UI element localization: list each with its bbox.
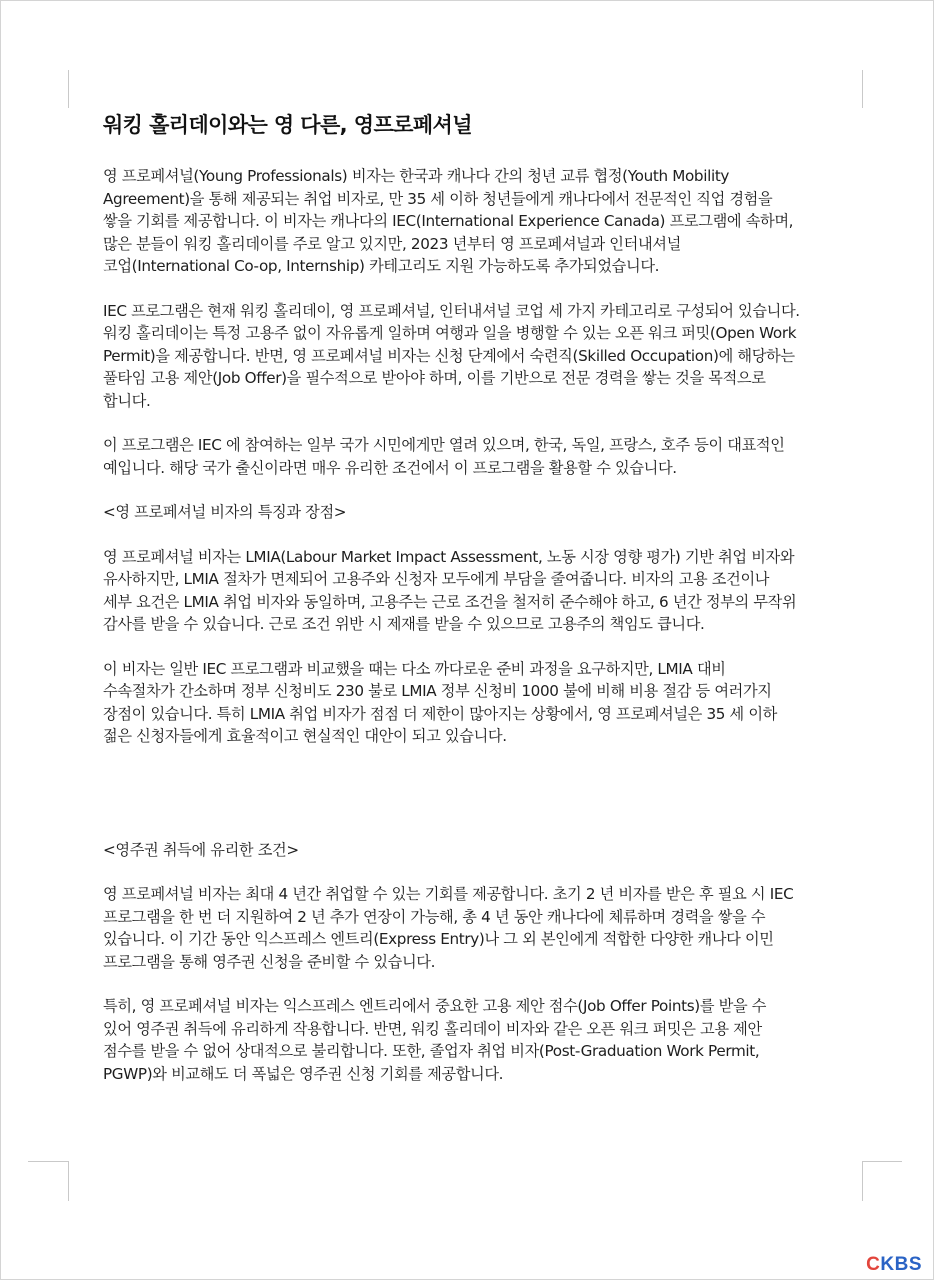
crop-mark-bottom-right-h	[862, 1161, 902, 1162]
text-line: 감사를 받을 수 있습니다. 근로 조건 위반 시 제재를 받을 수 있으므로 고용주의 책임도 큽니다.	[103, 615, 705, 633]
text-line: 영 프로페셔널(Young Professionals) 비자는 한국과 캐나다 간의 청년 교류 협정(Youth Mobility	[103, 167, 730, 185]
text-line: 이 프로그램은 IEC 에 참여하는 일부 국가 시민에게만 열려 있으며, 한국, 독일, 프랑스, 호주 등이 대표적인	[103, 436, 785, 454]
text-line: 수속절차가 간소하며 정부 신청비도 230 불로 LMIA 정부 신청비 1000 불에 비해 비용 절감 등 여러가지	[103, 682, 772, 700]
residency-paragraph-2	[103, 995, 863, 1085]
text-line: 세부 요건은 LMIA 취업 비자와 동일하며, 고용주는 근로 조건을 철저히 준수해야 하고, 6 년간 정부의 무작위	[103, 592, 797, 611]
text-line: IEC 프로그램은 현재 워킹 홀리데이, 영 프로페셔널, 인터내셔널 코업 세 가지 카테고리로 구성되어 있습니다.	[103, 301, 800, 320]
text-line: 합니다.	[103, 391, 151, 410]
crop-mark-top-left	[68, 70, 69, 108]
crop-mark-bottom-right-v	[862, 1161, 863, 1201]
features-paragraph-1	[103, 546, 863, 636]
residency-paragraph-1	[103, 883, 863, 973]
crop-mark-bottom-left-v	[68, 1161, 69, 1201]
text-line: 프로그램을 한 번 더 지원하여 2 년 추가 연장이 가능해, 총 4 년 동안 캐나다에 체류하며 경력을 쌓을 수	[103, 907, 766, 926]
intro-paragraph-3	[103, 434, 863, 479]
document-title: 워킹 홀리데이와는 영 다른, 영프로페셔널	[103, 113, 472, 137]
features-paragraph-2	[103, 658, 863, 748]
intro-paragraph-1	[103, 165, 863, 278]
text-line: 있습니다. 이 기간 동안 익스프레스 엔트리(Express Entry)나 그 외 본인에게 적합한 다양한 캐나다 이민	[103, 930, 774, 948]
text-line: 영 프로페셔널 비자는 최대 4 년간 취업할 수 있는 기회를 제공합니다. 초기 2 년 비자를 받은 후 필요 시 IEC	[103, 885, 794, 903]
text-line: PGWP)와 비교해도 더 폭넓은 영주권 신청 기회를 제공합니다.	[103, 1064, 504, 1083]
text-line: 쌓을 기회를 제공합니다. 이 비자는 캐나다의 IEC(International Experience Canada) 프로그램에 속하며,	[103, 212, 794, 230]
text-line: 유사하지만, LMIA 절차가 면제되어 고용주와 신청자 모두에게 부담을 줄여줍니다. 비자의 고용 조건이나	[103, 570, 770, 588]
crop-mark-top-right	[862, 70, 863, 108]
section-heading-features: <영 프로페셔널 비자의 특징과 장점>	[103, 503, 347, 521]
text-line: 프로그램을 통해 영주권 신청을 준비할 수 있습니다.	[103, 952, 436, 971]
watermark-c: C	[866, 1254, 881, 1275]
section-heading-residency: <영주권 취득에 유리한 조건>	[103, 840, 299, 859]
kbs-watermark-logo	[866, 1254, 922, 1276]
text-line: 장점이 있습니다. 특히 LMIA 취업 비자가 점점 더 제한이 많아지는 상황에서, 영 프로페셔널은 35 세 이하	[103, 704, 777, 723]
text-line: 점수를 받을 수 없어 상대적으로 불리합니다. 또한, 졸업자 취업 비자(Post-Graduation Work Permit,	[103, 1042, 760, 1060]
text-line: Permit)을 제공합니다. 반면, 영 프로페셔널 비자는 신청 단계에서 숙련직(Skilled Occupation)에 해당하는	[103, 346, 795, 365]
document-body	[103, 110, 863, 1085]
watermark-kbs: KBS	[880, 1254, 922, 1275]
text-line: 예입니다. 해당 국가 출신이라면 매우 유리한 조건에서 이 프로그램을 활용할 수 있습니다.	[103, 458, 677, 477]
text-line: 많은 분들이 워킹 홀리데이를 주로 알고 있지만, 2023 년부터 영 프로페셔널과 인터내셔널	[103, 234, 681, 253]
text-line: 젊은 신청자들에게 효율적이고 현실적인 대안이 되고 있습니다.	[103, 727, 507, 745]
crop-mark-bottom-left-h	[28, 1161, 68, 1162]
text-line: 있어 영주권 취득에 유리하게 작용합니다. 반면, 워킹 홀리데이 비자와 같은 오픈 워크 퍼밋은 고용 제안	[103, 1019, 762, 1038]
text-line: 워킹 홀리데이는 특정 고용주 없이 자유롭게 일하며 여행과 일을 병행할 수 있는 오픈 워크 퍼밋(Open Work	[103, 324, 797, 342]
text-line: Agreement)을 통해 제공되는 취업 비자로, 만 35 세 이하 청년들에게 캐나다에서 전문적인 직업 경험을	[103, 189, 773, 208]
intro-paragraph-2	[103, 300, 863, 413]
text-line: 영 프로페셔널 비자는 LMIA(Labour Market Impact Assessment, 노동 시장 영향 평가) 기반 취업 비자와	[103, 547, 795, 566]
text-line: 이 비자는 일반 IEC 프로그램과 비교했을 때는 다소 까다로운 준비 과정을 요구하지만, LMIA 대비	[103, 659, 726, 678]
text-line: 풀타임 고용 제안(Job Offer)을 필수적으로 받아야 하며, 이를 기반으로 전문 경력을 쌓는 것을 목적으로	[103, 369, 766, 387]
text-line: 코업(International Co-op, Internship) 카테고리도 지원 가능하도록 추가되었습니다.	[103, 257, 660, 275]
text-line: 특히, 영 프로페셔널 비자는 익스프레스 엔트리에서 중요한 고용 제안 점수(Job Offer Points)를 받을 수	[103, 997, 767, 1015]
